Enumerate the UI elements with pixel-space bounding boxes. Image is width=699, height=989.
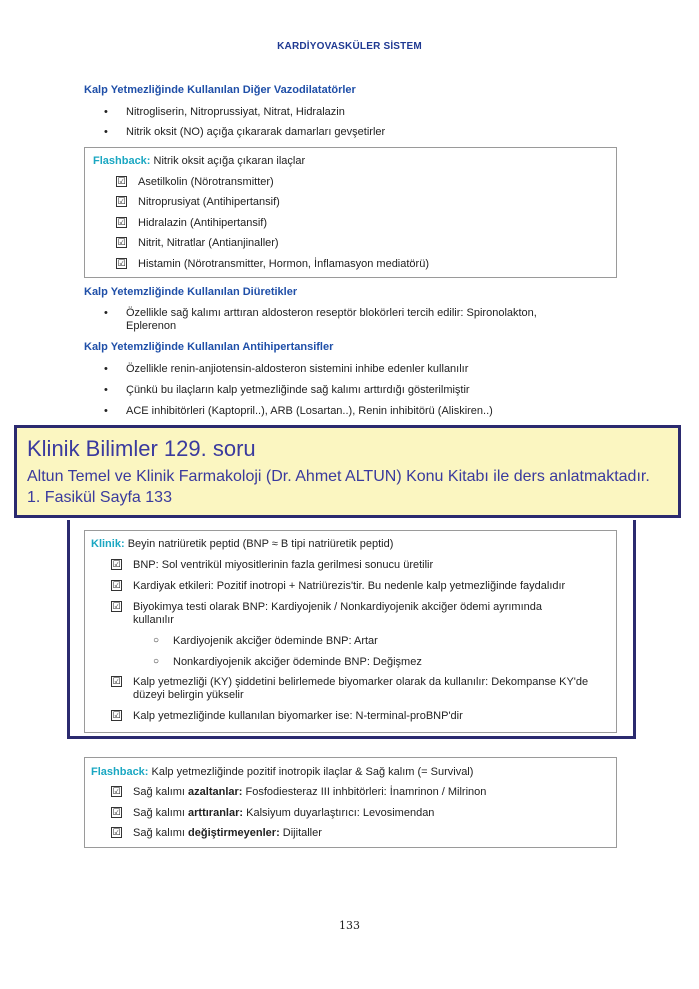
checkbox-icon: ☑ (112, 786, 121, 796)
checklist-item: ☑ Histamin (Nörotransmitter, Hormon, İnflamasyon mediatörü) (117, 258, 429, 270)
circle-bullet-icon: ○ (153, 656, 160, 667)
list-item: • Özellikle renin-anjiotensin-aldosteron sistemini inhibe edenler kullanılır (106, 363, 586, 376)
list-item: • Nitrik oksit (NO) açığa çıkararak damarları gevşetirler (106, 126, 586, 139)
list-item: • ACE inhibitörleri (Kaptopril..), ARB (Losartan..), Renin inhibitörü (Aliskiren..) (106, 405, 586, 418)
checklist-item: ☑ Asetilkolin (Nörotransmitter) (117, 176, 274, 188)
checkbox-icon: ☑ (117, 176, 126, 186)
checklist-item: ☑ Kalp yetmezliği (KY) şiddetini belirlemede biyomarker olarak da kullanılır: Dekompanse KY'de düzeyi belirgin yükselir (112, 676, 589, 701)
flashback-box-inotropic (84, 757, 617, 848)
page-header: KARDİYOVASKÜLER SİSTEM (277, 41, 422, 52)
flashback-box-nitric-oxide (84, 147, 617, 278)
checklist-item: ☑ BNP: Sol ventrikül miyositlerinin fazla gerilmesi sonucu üretilir (112, 559, 434, 571)
checklist-item: ☑ Nitrit, Nitratlar (Antianjinaller) (117, 237, 279, 249)
checkbox-icon: ☑ (117, 237, 126, 247)
checkbox-icon: ☑ (117, 258, 126, 268)
page-number: 133 (339, 919, 360, 932)
checklist-item: ☑ Kardiyak etkileri: Pozitif inotropi + Natriürezis'tir. Bu nedenle kalp yetmezliğinde faydalıdır (112, 580, 566, 592)
checklist-item: ☑ Sağ kalımı arttıranlar: Kalsiyum duyarlaştırıcı: Levosimendan (112, 807, 435, 819)
checkbox-icon: ☑ (112, 601, 121, 611)
checklist-item: ☑ Biyokimya testi olarak BNP: Kardiyojenik / Nonkardiyojenik akciğer ödemi ayrımında kullanılır (112, 601, 543, 626)
klinik-title: Klinik: Beyin natriüretik peptid (BNP ≈ B tipi natriüretik peptid) (91, 538, 394, 550)
checkbox-icon: ☑ (112, 580, 121, 590)
checklist-item: ☑ Hidralazin (Antihipertansif) (117, 217, 267, 229)
checklist-item: ☑ Sağ kalımı azaltanlar: Fosfodiesteraz III inhbitörleri: İnamrinon / Milrinon (112, 786, 487, 798)
section-title-vazodilatator: Kalp Yetmezliğinde Kullanılan Diğer Vazodilatatörler (84, 84, 356, 96)
checklist-item: ☑ Sağ kalımı değiştirmeyenler: Dijitaller (112, 827, 322, 839)
checkbox-icon: ☑ (112, 676, 121, 686)
circle-bullet-icon: ○ (153, 635, 160, 646)
list-item: • Çünkü bu ilaçların kalp yetmezliğinde sağ kalımı arttırdığı gösterilmiştir (106, 384, 586, 397)
sub-item: ○ Nonkardiyojenik akciğer ödeminde BNP: Değişmez (153, 656, 422, 668)
checkbox-icon: ☑ (112, 710, 121, 720)
list-item: • Nitrogliserin, Nitroprussiyat, Nitrat, Hidralazin (106, 106, 586, 119)
klinik-box-bnp (84, 530, 617, 733)
checkbox-icon: ☑ (112, 807, 121, 817)
sub-item: ○ Kardiyojenik akciğer ödeminde BNP: Artar (153, 635, 378, 647)
list-item: • Özellikle sağ kalımı arttıran aldosteron reseptör blokörleri tercih edilir: Spironolakton, Eplerenon (106, 307, 586, 333)
checklist-item: ☑ Nitroprusiyat (Antihipertansif) (117, 196, 280, 208)
section-title-diuretik: Kalp Yetemzliğinde Kullanılan Diüretikler (84, 286, 298, 298)
checkbox-icon: ☑ (117, 196, 126, 206)
checkbox-icon: ☑ (112, 827, 121, 837)
overlay-title: Klinik Bilimler 129. soru (27, 436, 256, 461)
flashback-title: Flashback: Nitrik oksit açığa çıkaran ilaçlar (93, 155, 306, 167)
section-title-antihipertansif: Kalp Yetemzliğinde Kullanılan Antihipertansifler (84, 341, 334, 353)
overlay-body: Altun Temel ve Klinik Farmakoloji (Dr. Ahmet ALTUN) Konu Kitabı ile ders anlatmaktadır. 1. Fasikül Sayfa 133 (27, 468, 650, 506)
flashback-title: Flashback: Kalp yetmezliğinde pozitif inotropik ilaçlar & Sağ kalım (= Survival) (91, 766, 474, 778)
overlay-banner (14, 425, 681, 518)
checklist-item: ☑ Kalp yetmezliğinde kullanılan biyomarker ise: N-terminal-proBNP'dir (112, 710, 463, 722)
checkbox-icon: ☑ (112, 559, 121, 569)
checkbox-icon: ☑ (117, 217, 126, 227)
